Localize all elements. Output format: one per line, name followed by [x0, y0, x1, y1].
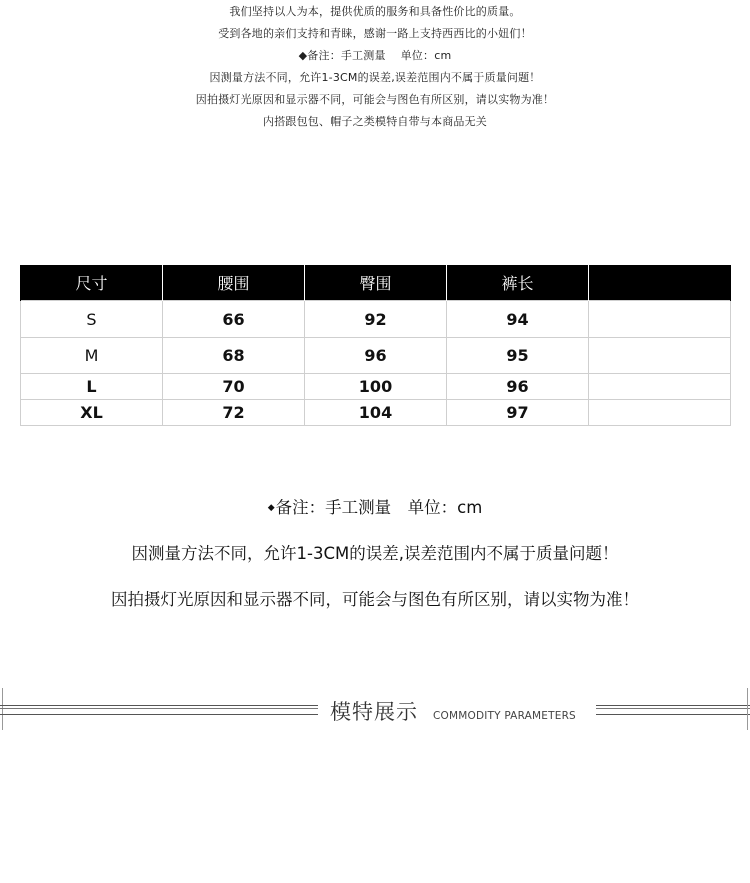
waist-cell: 72: [163, 400, 305, 426]
empty-cell: [589, 301, 731, 338]
intro-line: 我们坚持以人为本，提供优质的服务和具备性价比的质量。: [229, 5, 521, 18]
length-cell: 95: [447, 338, 589, 374]
hip-cell: 100: [305, 374, 447, 400]
note-measurement-unit: [0, 493, 750, 539]
table-row: [21, 400, 731, 426]
intro-text-block: [0, 0, 750, 133]
empty-cell: [589, 374, 731, 400]
intro-line: 因测量方法不同，允许1-3CM的误差,误差范围内不属于质量问题！: [209, 71, 541, 84]
note-text: 备注：手工测量 单位：cm: [275, 498, 483, 517]
header-hip: 臀围: [305, 265, 447, 301]
size-cell: L: [21, 374, 163, 400]
header-waist: 腰围: [163, 265, 305, 301]
length-cell: 96: [447, 374, 589, 400]
table-row: [21, 374, 731, 400]
length-cell: 97: [447, 400, 589, 426]
measurement-notes: [0, 493, 750, 631]
section-subtitle: COMMODITY PARAMETERS: [433, 710, 576, 722]
empty-cell: [589, 338, 731, 374]
header-empty: [589, 265, 731, 301]
waist-cell: 68: [163, 338, 305, 374]
length-cell: 94: [447, 301, 589, 338]
table-row: [21, 338, 731, 374]
intro-line: 因拍摄灯光原因和显示器不同，可能会与图色有所区别，请以实物为准！: [195, 93, 555, 106]
divider-tick: [747, 688, 748, 730]
note-color-disclaimer: 因拍摄灯光原因和显示器不同，可能会与图色有所区别，请以实物为准！: [111, 590, 639, 609]
header-length: 裤长: [447, 265, 589, 301]
waist-cell: 70: [163, 374, 305, 400]
empty-cell: [589, 400, 731, 426]
table-row: [21, 301, 731, 338]
hip-cell: 92: [305, 301, 447, 338]
hip-cell: 96: [305, 338, 447, 374]
note-tolerance: 因测量方法不同，允许1-3CM的误差,误差范围内不属于质量问题！: [131, 544, 619, 563]
divider-line-right: [596, 705, 750, 715]
intro-line: ◆备注：手工测量 单位：cm: [298, 49, 452, 62]
size-cell: S: [21, 301, 163, 338]
size-cell: M: [21, 338, 163, 374]
section-heading: [0, 680, 750, 740]
size-chart-table: [20, 265, 731, 426]
header-size: 尺寸: [21, 265, 163, 301]
section-title: 模特展示: [330, 700, 418, 724]
size-cell: XL: [21, 400, 163, 426]
waist-cell: 66: [163, 301, 305, 338]
diamond-bullet-icon: ◆: [267, 503, 275, 513]
hip-cell: 104: [305, 400, 447, 426]
intro-line: 内搭跟包包、帽子之类模特自带与本商品无关: [263, 115, 487, 128]
table-header-row: [21, 265, 731, 301]
intro-line: 受到各地的亲们支持和青睐，感谢一路上支持西西比的小妞们！: [218, 27, 532, 40]
divider-line-left: [0, 705, 318, 715]
